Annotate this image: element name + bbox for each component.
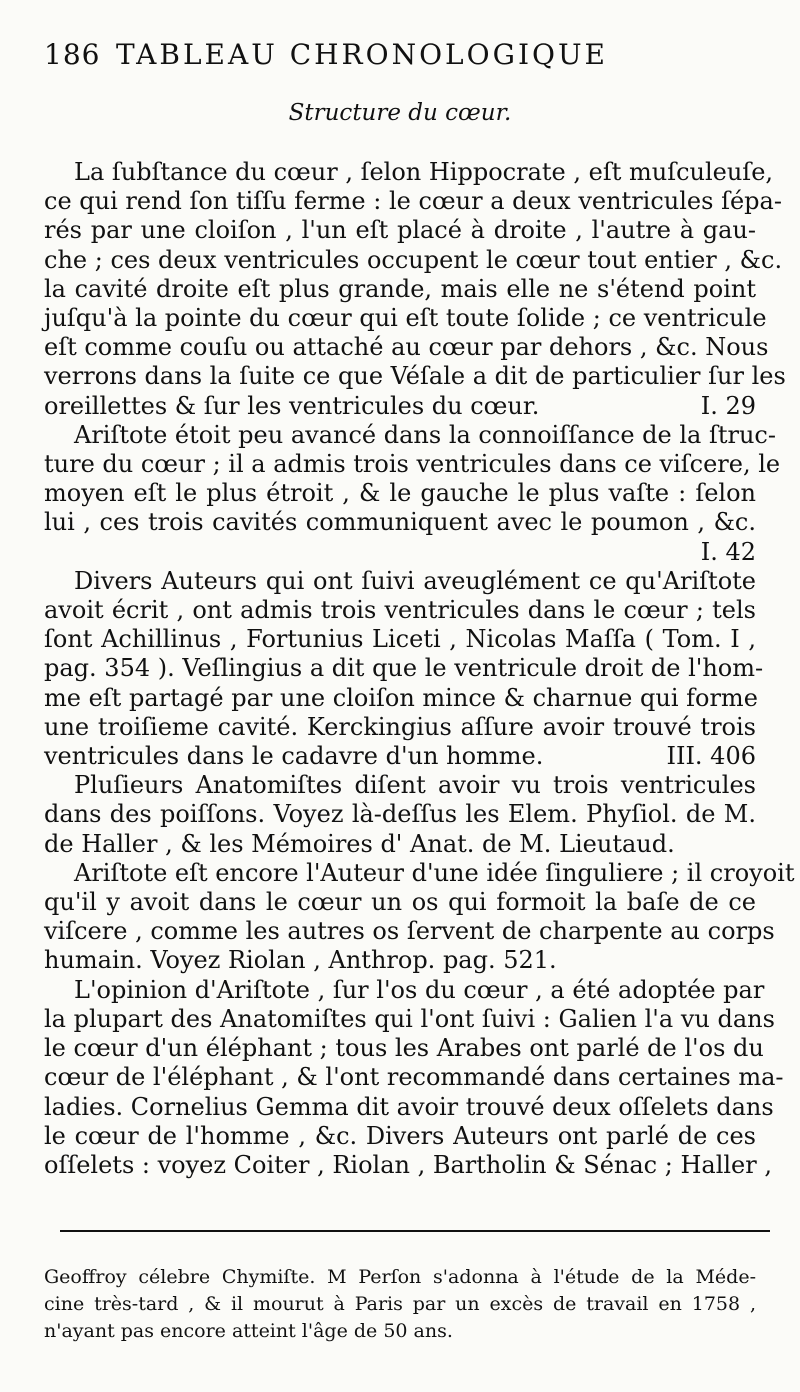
text-line	[44, 800, 756, 829]
text-line	[44, 713, 756, 742]
text-line	[44, 538, 756, 567]
line-text: de Haller , & les Mémoires d' Anat. de M. Lieutaud.	[44, 829, 675, 858]
text-line	[44, 187, 782, 216]
line-text: cœur de l'éléphant , & l'ont recommandé dans certaines ma-	[44, 1063, 784, 1092]
text-line	[44, 625, 756, 654]
footnote	[44, 1264, 756, 1345]
page-reference: I. 29	[700, 391, 756, 420]
page-header	[44, 38, 784, 71]
footnote-line: cine très-tard , & il mourut à Paris par un excès de travail en 1758 ,	[44, 1293, 756, 1315]
line-text: humain. Voyez Riolan , Anthrop. pag. 521.	[44, 946, 557, 975]
line-text: le cœur d'un éléphant ; tous les Arabes ont parlé de l'os du	[44, 1034, 764, 1063]
body-text	[44, 158, 795, 1180]
text-line	[44, 420, 776, 450]
text-line	[44, 567, 756, 596]
text-line	[44, 1150, 772, 1180]
text-line	[44, 830, 756, 859]
line-text: Ariſtote étoit peu avancé dans la connoiſſance de la ſtruc-	[74, 420, 776, 449]
text-line	[44, 1092, 774, 1122]
line-text: La ſubſtance du cœur , ſelon Hippocrate , eſt muſculeuſe,	[74, 158, 774, 186]
line-text: ladies. Cornelius Gemma dit avoir trouvé deux oſſelets dans	[44, 1092, 774, 1121]
text-line	[44, 1122, 756, 1151]
line-text: L'opinion d'Ariſtote , ſur l'os du cœur , a été adoptée par	[74, 975, 765, 1004]
line-text: ſont Achillinus , Fortunius Liceti , Nicolas Maſſa ( Tom. I ,	[44, 625, 756, 654]
line-text: Ariſtote eſt encore l'Auteur d'une idée ſinguliere ; il croyoit	[74, 858, 795, 887]
line-text: moyen eſt le plus étroit , & le gauche le plus vaſte : ſelon	[44, 479, 756, 508]
text-line	[44, 946, 756, 975]
line-text: oſſelets : voyez Coiter , Riolan , Bartholin & Sénac ; Haller ,	[44, 1150, 772, 1179]
line-text: verrons dans la ſuite ce que Véſale a dit de particulier ſur les	[44, 362, 786, 391]
line-text: Pluſieurs Anatomiſtes diſent avoir vu trois ventricules	[74, 771, 756, 800]
line-text: I. 42	[700, 537, 756, 566]
text-line	[44, 654, 764, 683]
text-line	[44, 1004, 775, 1034]
line-text: eſt comme couſu ou attaché au cœur par dehors , &c. Nous	[44, 333, 769, 362]
text-line	[44, 479, 756, 508]
text-line	[44, 742, 756, 771]
line-text: che ; ces deux ventricules occupent le cœur tout entier , &c.	[44, 245, 783, 274]
text-line	[44, 596, 756, 625]
text-line	[44, 158, 774, 187]
line-text: ce qui rend ſon tiſſu ferme : le cœur a deux ventricules ſépa-	[44, 187, 782, 216]
text-line	[44, 245, 783, 275]
text-line	[44, 450, 781, 479]
line-text: la cavité droite eſt plus grande, mais elle ne s'étend point	[44, 274, 756, 303]
footnote-line: n'ayant pas encore atteint l'âge de 50 ans.	[44, 1320, 453, 1342]
text-line	[44, 508, 756, 537]
section-title: Structure du cœur.	[288, 100, 512, 126]
line-text: la plupart des Anatomiſtes qui l'ont ſuivi : Galien l'a vu dans	[44, 1004, 775, 1033]
line-text: avoit écrit , ont admis trois ventricules dans le cœur ; tels	[44, 596, 756, 625]
text-line	[44, 975, 765, 1005]
footnote-line: Geoffroy célebre Chymiſte. M Perſon s'adonna à l'étude de la Méde-	[44, 1266, 756, 1288]
line-text: lui , ces trois cavités communiquent avec le poumon , &c.	[44, 508, 756, 537]
text-line	[44, 1034, 764, 1063]
text-line	[44, 684, 756, 713]
text-line	[44, 1063, 784, 1092]
text-line	[44, 304, 767, 333]
text-line	[44, 333, 769, 362]
line-text: oreillettes & ſur les ventricules du cœur.	[44, 391, 540, 420]
page-number: 186	[44, 38, 101, 71]
text-line	[44, 216, 756, 245]
text-line	[44, 858, 795, 888]
line-text: qu'il y avoit dans le cœur un os qui formoit la baſe de ce	[44, 888, 756, 917]
text-line	[44, 362, 786, 391]
line-text: viſcere , comme les autres os ſervent de charpente au corps	[44, 917, 775, 946]
line-text: ventricules dans le cadavre d'un homme.	[44, 742, 544, 771]
text-line	[44, 917, 775, 946]
text-line	[44, 771, 756, 800]
footnote-rule	[60, 1230, 770, 1232]
line-text: une troiſieme cavité. Kerckingius aſſure avoir trouvé trois	[44, 712, 756, 741]
line-text: me eſt partagé par une cloiſon mince & charnue qui forme	[44, 683, 758, 712]
line-text: juſqu'à la pointe du cœur qui eſt toute ſolide ; ce ventricule	[44, 304, 767, 333]
running-title: TABLEAU CHRONOLOGIQUE	[116, 38, 608, 71]
line-text: pag. 354 ). Veſlingius a dit que le ventricule droit de l'hom-	[44, 654, 764, 683]
line-text: dans des poiſſons. Voyez là-deſſus les Elem. Phyſiol. de M.	[44, 800, 756, 829]
text-line	[44, 275, 756, 304]
text-line	[44, 392, 756, 421]
line-text: Divers Auteurs qui ont ſuivi aveuglément ce qu'Ariſtote	[74, 566, 756, 595]
line-text: ture du cœur ; il a admis trois ventricules dans ce viſcere, le	[44, 450, 781, 479]
page-reference: III. 406	[666, 742, 756, 771]
line-text: le cœur de l'homme , &c. Divers Auteurs ont parlé de ces	[44, 1121, 756, 1150]
text-line	[44, 888, 756, 917]
line-text: rés par une cloiſon , l'un eſt placé à droite , l'autre à gau-	[44, 216, 756, 245]
